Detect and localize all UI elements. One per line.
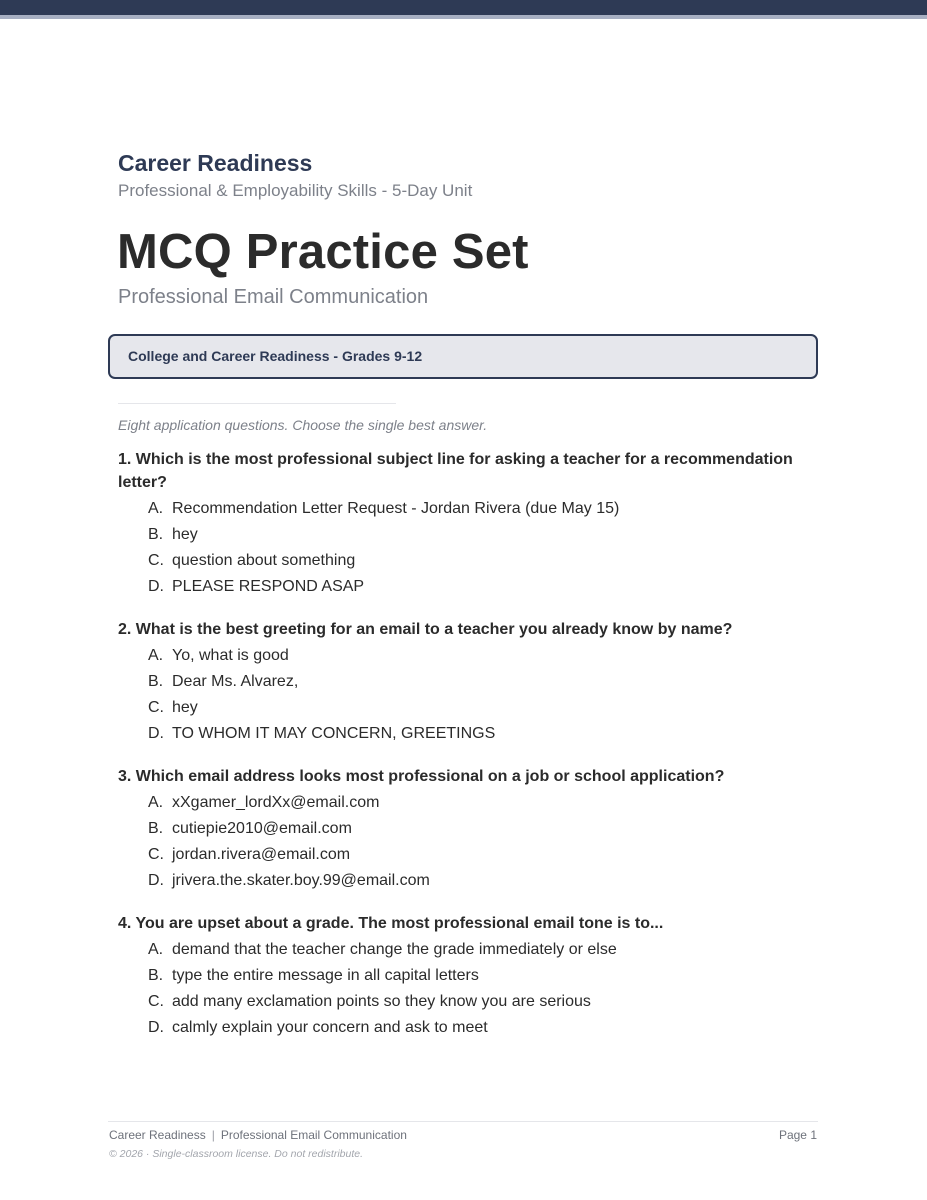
page-number: Page 1 [778, 1128, 817, 1142]
question-text: 4. You are upset about a grade. The most professional email tone is to... [118, 915, 664, 932]
answer-option [148, 669, 808, 695]
option-text: PLEASE RESPOND ASAP [172, 578, 365, 595]
option-letter: A. [148, 941, 164, 958]
answer-options [118, 937, 808, 1041]
footer-divider [108, 1121, 818, 1122]
question-2 [118, 618, 808, 747]
answer-option [148, 1015, 808, 1041]
option-letter: A. [148, 647, 164, 664]
answer-option [148, 496, 808, 522]
option-text: question about something [172, 552, 356, 569]
answer-options [118, 643, 808, 747]
option-text: xXgamer_lordXx@email.com [172, 794, 380, 811]
question-text: 1. Which is the most professional subject line for asking a teacher for a recommendation letter? [118, 451, 793, 491]
answer-option [148, 790, 808, 816]
answer-option [148, 548, 808, 574]
footer-course-info [109, 1128, 407, 1142]
top-accent-line [0, 15, 927, 19]
answer-options [118, 790, 808, 894]
answer-option [148, 721, 808, 747]
grade-level-banner [108, 334, 818, 379]
answer-option [148, 989, 808, 1015]
option-letter: A. [148, 500, 164, 517]
option-text: TO WHOM IT MAY CONCERN, GREETINGS [172, 725, 496, 742]
grade-level-label: College and Career Readiness - Grades 9-12 [128, 348, 423, 364]
question-text: 2. What is the best greeting for an email to a teacher you already know by name? [118, 621, 733, 638]
license-notice: © 2026 · Single-classroom license. Do not redistribute. [109, 1148, 364, 1160]
brand-title: Career Readiness [118, 150, 313, 176]
option-letter: B. [148, 526, 164, 543]
option-letter: C. [148, 846, 164, 863]
option-text: type the entire message in all capital letters [172, 967, 479, 984]
answer-option [148, 937, 808, 963]
option-text: demand that the teacher change the grade immediately or else [172, 941, 617, 958]
option-text: hey [172, 526, 198, 543]
question-text: 3. Which email address looks most professional on a job or school application? [118, 768, 725, 785]
footer-topic: Professional Email Communication [220, 1128, 407, 1142]
answer-option [148, 695, 808, 721]
brand-subtitle: Professional & Employability Skills - 5-Day Unit [118, 181, 473, 200]
question-1 [118, 448, 808, 600]
answer-option [148, 643, 808, 669]
option-letter: A. [148, 794, 164, 811]
option-text: cutiepie2010@email.com [172, 820, 352, 837]
option-text: Recommendation Letter Request - Jordan Rivera (due May 15) [172, 500, 620, 517]
option-text: Yo, what is good [172, 647, 289, 664]
option-text: add many exclamation points so they know you are serious [172, 993, 591, 1010]
answer-option [148, 574, 808, 600]
answer-option [148, 842, 808, 868]
option-text: calmly explain your concern and ask to meet [172, 1019, 488, 1036]
answer-option [148, 963, 808, 989]
question-4 [118, 912, 808, 1041]
option-letter: D. [148, 725, 164, 742]
answer-option [148, 522, 808, 548]
footer-separator: | [211, 1128, 215, 1142]
page-title: MCQ Practice Set [117, 225, 529, 279]
option-text: hey [172, 699, 198, 716]
instructions: Eight application questions. Choose the single best answer. [118, 417, 488, 433]
option-text: Dear Ms. Alvarez, [172, 673, 299, 690]
question-3 [118, 765, 808, 894]
option-letter: C. [148, 699, 164, 716]
option-letter: D. [148, 1019, 164, 1036]
option-text: jrivera.the.skater.boy.99@email.com [172, 872, 430, 889]
footer-course: Career Readiness [109, 1128, 206, 1142]
question-list [118, 448, 808, 1059]
answer-option [148, 816, 808, 842]
section-divider [118, 403, 396, 404]
top-accent-bar [0, 0, 927, 15]
option-letter: C. [148, 993, 164, 1010]
option-letter: B. [148, 820, 164, 837]
option-letter: C. [148, 552, 164, 569]
option-text: jordan.rivera@email.com [172, 846, 351, 863]
answer-option [148, 868, 808, 894]
option-letter: B. [148, 673, 164, 690]
page-subtitle: Professional Email Communication [118, 286, 429, 308]
answer-options [118, 496, 808, 600]
option-letter: D. [148, 872, 164, 889]
option-letter: D. [148, 578, 164, 595]
option-letter: B. [148, 967, 164, 984]
